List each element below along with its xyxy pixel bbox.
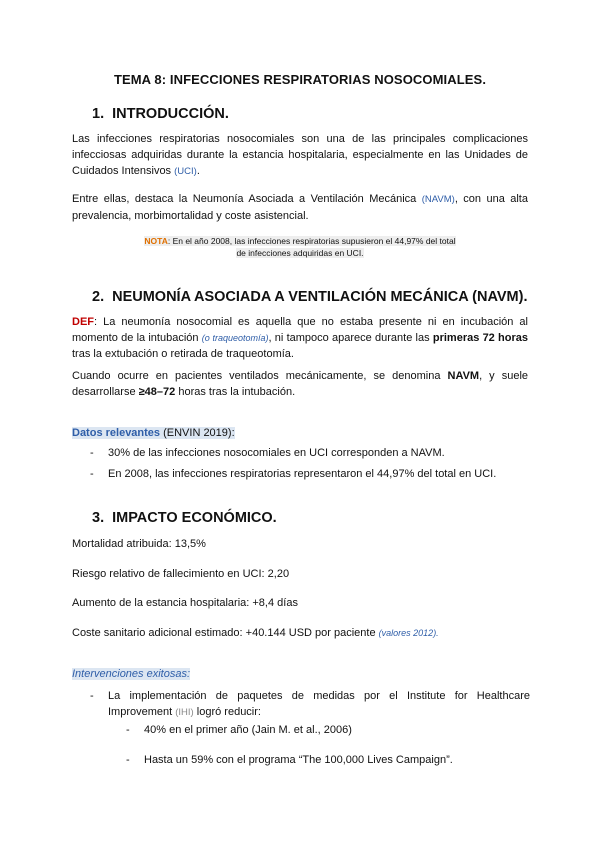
estancia-line: Aumento de la estancia hospitalaria: +8,4 días xyxy=(72,597,298,609)
navm-bold: NAVM xyxy=(447,370,480,382)
bullet-text: 30% de las infecciones nosocomiales en UCI corresponden a NAVM. xyxy=(108,447,445,459)
bullet-dash: - xyxy=(126,754,130,766)
impl-text: La implementación de paquetes de medidas por el Institute for Healthcare Improvement xyxy=(108,690,530,718)
def-text: tras la extubación o retirada de traqueotomía. xyxy=(72,348,294,360)
riesgo-line: Riesgo relativo de fallecimiento en UCI: 2,20 xyxy=(72,568,290,580)
note-line-2: de infecciones adquiridas en UCI. xyxy=(236,248,364,258)
section-title: NEUMONÍA ASOCIADA A VENTILACIÓN MECÁNICA (NAVM). xyxy=(112,289,528,305)
sub-list-item xyxy=(126,722,526,738)
mortalidad-line: Mortalidad atribuida: 13,5% xyxy=(72,538,206,550)
paragraph-text: horas tras la intubación. xyxy=(175,386,296,398)
ihi-abbreviation: (IHI) xyxy=(175,707,194,718)
sub-list-item xyxy=(126,752,526,768)
def-text: , ni tampoco aparece durante las xyxy=(268,332,433,344)
coste-line xyxy=(72,627,439,639)
section-heading-introduccion xyxy=(92,106,229,122)
def-bold: primeras 72 horas xyxy=(432,332,528,344)
intro-paragraph-1 xyxy=(72,131,528,180)
navm-paragraph xyxy=(72,368,528,400)
section-title: INTRODUCCIÓN. xyxy=(112,106,229,122)
bullet-dash: - xyxy=(90,690,94,702)
intervenciones-label: Intervenciones exitosas: xyxy=(72,668,191,680)
bullet-dash: - xyxy=(90,447,94,459)
paragraph-end: , con una alta prevalencia, morbimortalidad y coste asistencial. xyxy=(72,193,528,222)
uci-abbreviation: (UCI) xyxy=(174,166,197,177)
note-label: NOTA xyxy=(144,236,168,246)
bullet-text xyxy=(108,688,530,721)
datos-relevantes-key: Datos relevantes xyxy=(72,427,161,439)
sub-bullet-text: Hasta un 59% con el programa “The 100,000 Lives Campaign”. xyxy=(144,754,453,766)
impl-text: logró reducir: xyxy=(193,706,261,718)
bullet-dash: - xyxy=(90,468,94,480)
list-item xyxy=(90,688,530,722)
bullet-text: En 2008, las infecciones respiratorias representaron el 44,97% del total en UCI. xyxy=(108,468,497,480)
section-number: 3. xyxy=(92,510,105,526)
bullet-dash: - xyxy=(126,724,130,736)
note-box xyxy=(72,235,528,259)
note-line-1: : En el año 2008, las infecciones respiratorias supusieron el 44,97% del total xyxy=(167,236,456,246)
paragraph-text: Las infecciones respiratorias nosocomiales son una de las principales complicaciones infecciosas adquiridas durante la estancia hospitalaria, especialmente en las Unidades de Cuidados Intensivos xyxy=(72,133,528,177)
def-parenthetical: (o traqueotomía) xyxy=(201,333,269,343)
section-number: 2. xyxy=(92,289,105,305)
page-title: TEMA 8: INFECCIONES RESPIRATORIAS NOSOCOMIALES. xyxy=(113,72,487,87)
coste-note: (valores 2012). xyxy=(378,628,439,638)
list-item xyxy=(90,466,530,482)
section-number: 1. xyxy=(92,106,105,122)
section-title: IMPACTO ECONÓMICO. xyxy=(112,510,277,526)
datos-relevantes-source: (ENVIN 2019): xyxy=(160,427,235,439)
def-text: : La neumonía nosocomial es aquella que no estaba presente ni en incubación al momento de la intubación xyxy=(72,316,528,344)
datos-relevantes-heading xyxy=(72,427,235,439)
section-heading-impacto xyxy=(92,510,277,526)
paragraph-text: Cuando ocurre en pacientes ventilados mecánicamente, se denomina xyxy=(72,370,448,382)
list-item xyxy=(90,445,530,461)
intervenciones-heading xyxy=(72,668,190,680)
hours-bold: ≥48–72 xyxy=(138,386,176,398)
coste-text: Coste sanitario adicional estimado: +40.144 USD por paciente xyxy=(72,627,379,639)
intro-paragraph-2 xyxy=(72,191,528,224)
definition-paragraph xyxy=(72,314,528,362)
paragraph-end: . xyxy=(196,165,200,177)
paragraph-text: , y suele desarrollarse xyxy=(72,370,529,398)
sub-bullet-text: 40% en el primer año (Jain M. et al., 2006) xyxy=(144,724,352,736)
navm-abbreviation: (NAVM) xyxy=(421,194,455,205)
section-heading-navm xyxy=(92,289,527,305)
def-label: DEF xyxy=(72,316,94,328)
paragraph-text: Entre ellas, destaca la Neumonía Asociada a Ventilación Mecánica xyxy=(72,193,422,205)
